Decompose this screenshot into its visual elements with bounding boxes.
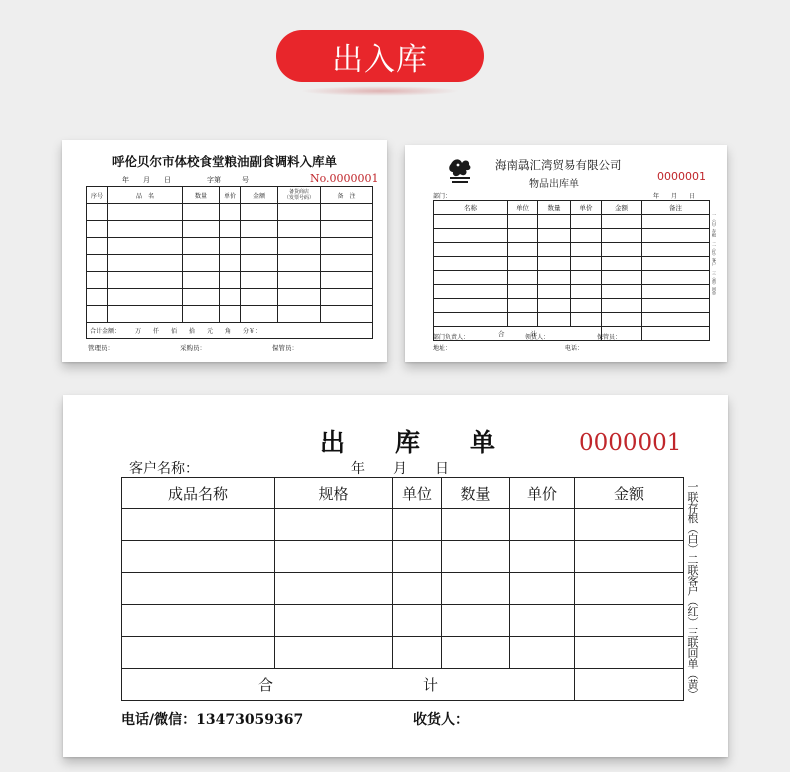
form-date: 年 月 日 [122,176,171,184]
table-row[interactable] [87,272,373,289]
copy-distribution-note: 一联存根（白）二联客户（红）三联回单（黄） [686,481,699,700]
col-header-spec: 规格 [275,478,393,509]
customer-name-label: 客户名称： [129,461,199,477]
form-number: No.0000001 [310,172,379,185]
col-header-price: 单价 [220,187,241,204]
col-header-name: 品 名 [108,187,183,204]
table-row[interactable] [434,215,710,229]
table-row[interactable] [122,605,684,637]
dragon-logo-icon [445,155,475,185]
col-header-amount: 金额 [602,201,642,215]
form-serial-label: 字第 号 [207,176,249,184]
banner-shadow [300,86,460,96]
col-header-amount: 金额 [575,478,684,509]
form-number: 0000001 [579,430,682,456]
table-row[interactable] [87,306,373,323]
department-label: 部门： [433,193,452,200]
table-row[interactable] [87,221,373,238]
receiver-label: 收货人： [413,712,469,728]
col-header-qty: 数量 [183,187,220,204]
table-row[interactable] [434,285,710,299]
col-header-product: 成品名称 [122,478,275,509]
col-header-index: 序号 [87,187,108,204]
copy-distribution-note: 一（白）存根 二（红）客户 三（黄）回单 [712,213,717,295]
form-title: 呼伦贝尔市体校食堂粮油副食调料入库单 [111,154,337,169]
col-header-unit: 单位 [393,478,442,509]
section-title-banner [276,30,484,82]
form-date: 年 月 日 [653,193,696,200]
col-header-remark: 备 注 [321,187,373,204]
footer-keeper: 保管员： [597,334,622,341]
form-title: 出 库 单 [320,428,496,457]
footer-buyer: 采购员： [180,344,206,352]
table-row[interactable] [434,229,710,243]
col-header-amount: 金额 [241,187,278,204]
col-header-qty: 数量 [442,478,510,509]
col-header-price: 单价 [510,478,575,509]
goods-out-table [433,200,710,341]
form-date: 年 月 日 [351,461,449,477]
company-name: 海南骉汇湾贸易有限公司 [495,158,622,172]
footer-dept-head: 部门负责人： [433,334,470,341]
table-row[interactable] [434,243,710,257]
table-row[interactable] [122,573,684,605]
table-row[interactable] [122,509,684,541]
banner-title: 出入库 [332,41,428,78]
footer-receiver: 领货人： [525,334,550,341]
table-row[interactable] [87,255,373,272]
table-row[interactable] [87,238,373,255]
table-row[interactable] [434,257,710,271]
footer-phone: 电话： [565,345,584,352]
table-row[interactable] [87,289,373,306]
table-row[interactable] [434,271,710,285]
col-header-price: 单价 [571,201,602,215]
total-row: 合 计 [434,327,602,341]
stock-in-table [86,186,373,339]
total-amount-row: 合计金额： 万 仟 佰 拾 元 角 分￥： [87,323,373,339]
table-row[interactable] [87,204,373,221]
contact-phone: 电话/微信：13473059367 [121,712,304,728]
form-title: 物品出库单 [529,179,579,190]
outbound-form-card [63,395,728,757]
col-header-qty: 数量 [538,201,571,215]
footer-manager: 管理员： [88,344,114,352]
col-header-unit: 单位 [508,201,538,215]
stock-in-form-card [62,140,387,362]
col-header-supplier: 备货商店 （发票号码） [278,187,321,204]
table-row[interactable] [434,313,710,327]
form-number: 0000001 [657,170,706,183]
table-row[interactable] [434,299,710,313]
footer-keeper: 保管员： [272,344,298,352]
col-header-name: 名称 [434,201,508,215]
col-header-remark: 备注 [642,201,710,215]
table-row[interactable] [122,637,684,669]
table-row[interactable] [122,541,684,573]
total-row: 合 计 [122,669,575,701]
goods-out-form-card [405,145,727,362]
outbound-table [121,477,684,701]
footer-address: 地址： [433,345,452,352]
